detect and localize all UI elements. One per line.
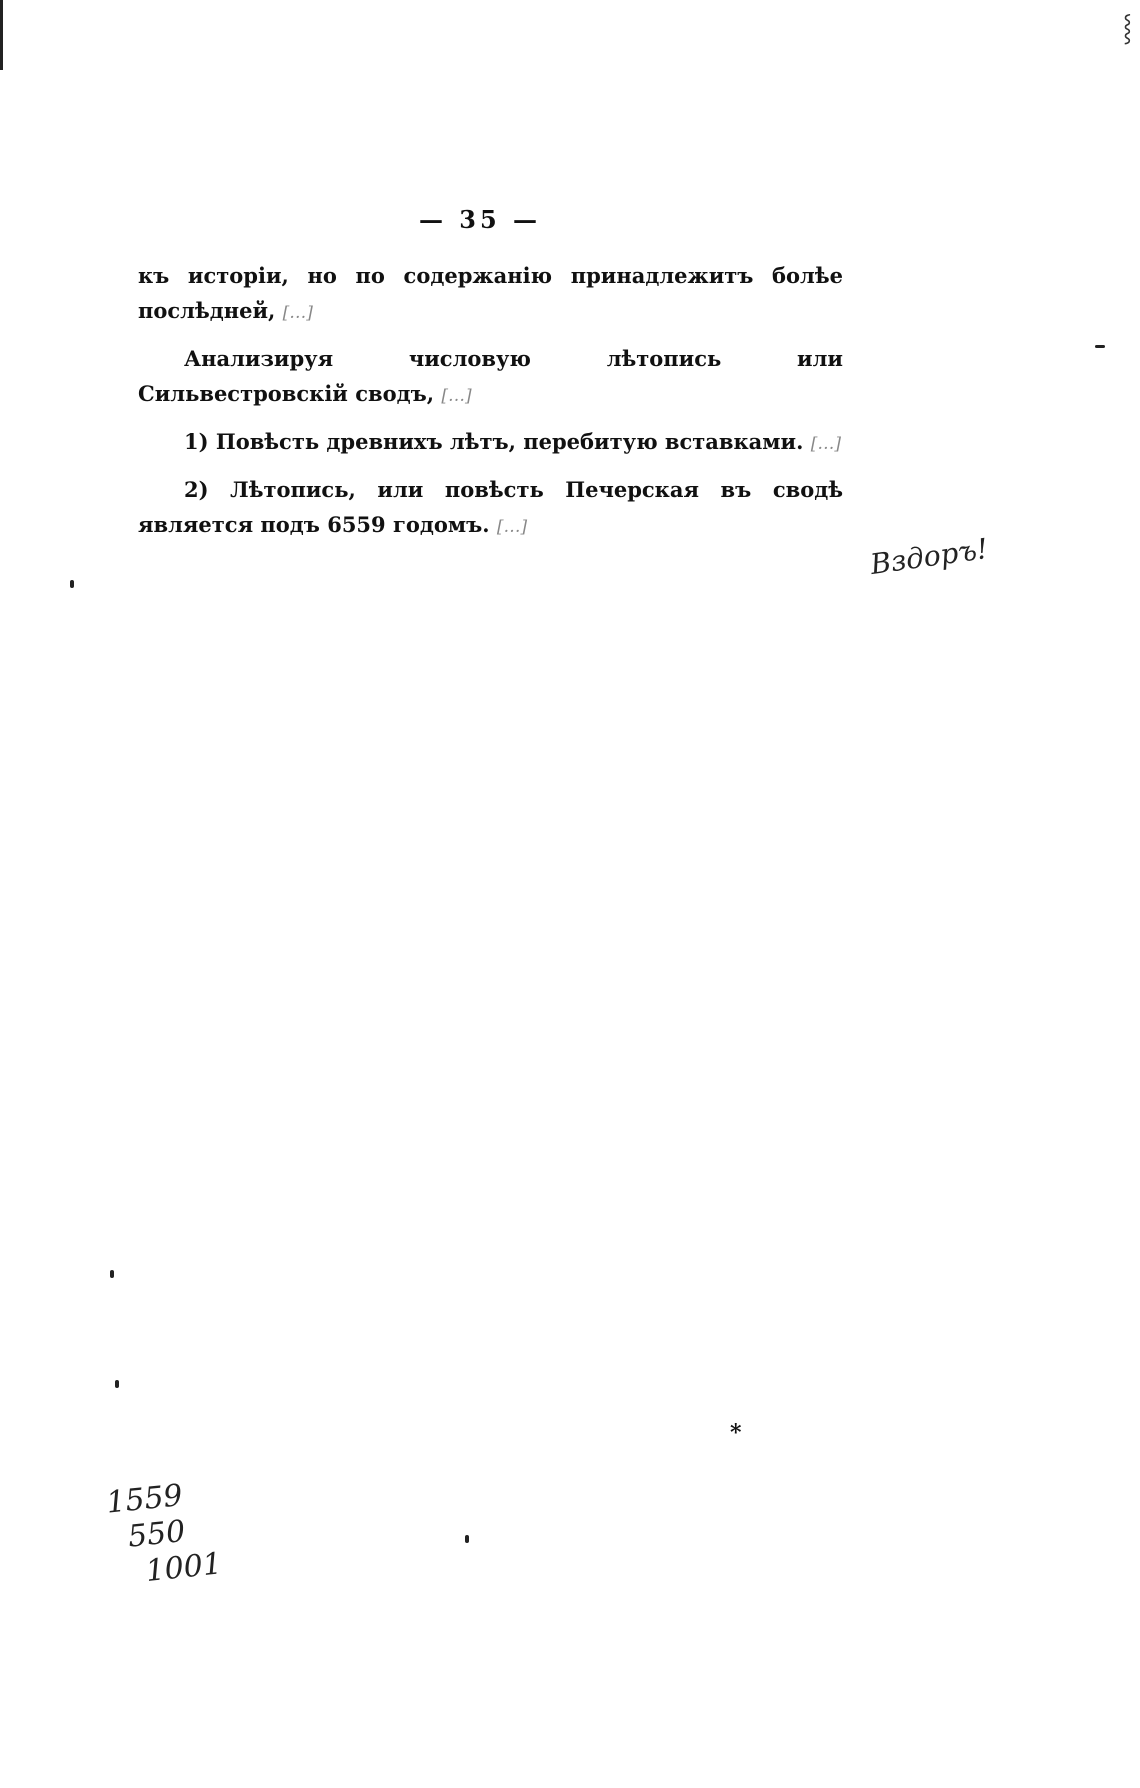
- handwritten-number: 550: [126, 1513, 187, 1555]
- truncation-marker: […]: [810, 434, 841, 454]
- scan-edge-mark-right: ⸾: [1122, 13, 1132, 43]
- paragraph-opening: Анализируя числовую лѣтопись или Сильвестровскій сводъ,: [138, 346, 843, 406]
- truncation-marker: […]: [282, 303, 313, 323]
- scan-speck: [70, 580, 74, 588]
- paragraph-opening: 1) Повѣсть древнихъ лѣтъ, перебитую вставками.: [184, 429, 804, 454]
- handwritten-margin-note: Вздоръ!: [868, 531, 991, 582]
- paragraph: [138, 424, 843, 462]
- handwritten-number: 1001: [144, 1546, 224, 1590]
- page-number: — 35 —: [418, 205, 542, 234]
- scan-speck: [115, 1380, 119, 1388]
- paragraph-opening: 2) Лѣтопись, или повѣсть Печерская въ сводѣ является подъ 6559 годомъ.: [138, 477, 843, 537]
- paragraph: [138, 341, 843, 414]
- handwritten-number: 1559: [104, 1477, 185, 1521]
- scan-speck: [1095, 345, 1105, 348]
- footnote-mark: *: [730, 1420, 742, 1446]
- paragraph: [138, 472, 843, 545]
- body-text: [138, 258, 843, 545]
- handwritten-numbers: [105, 1475, 224, 1594]
- truncation-marker: […]: [496, 517, 528, 537]
- paragraph: [138, 258, 843, 331]
- truncation-marker: […]: [441, 386, 472, 406]
- scan-edge-mark: [0, 0, 3, 70]
- paragraph-opening: къ исторіи, но по содержанію принадлежитъ болѣе послѣдней,: [138, 263, 843, 323]
- scan-speck: [465, 1535, 469, 1543]
- scan-speck: [110, 1270, 114, 1278]
